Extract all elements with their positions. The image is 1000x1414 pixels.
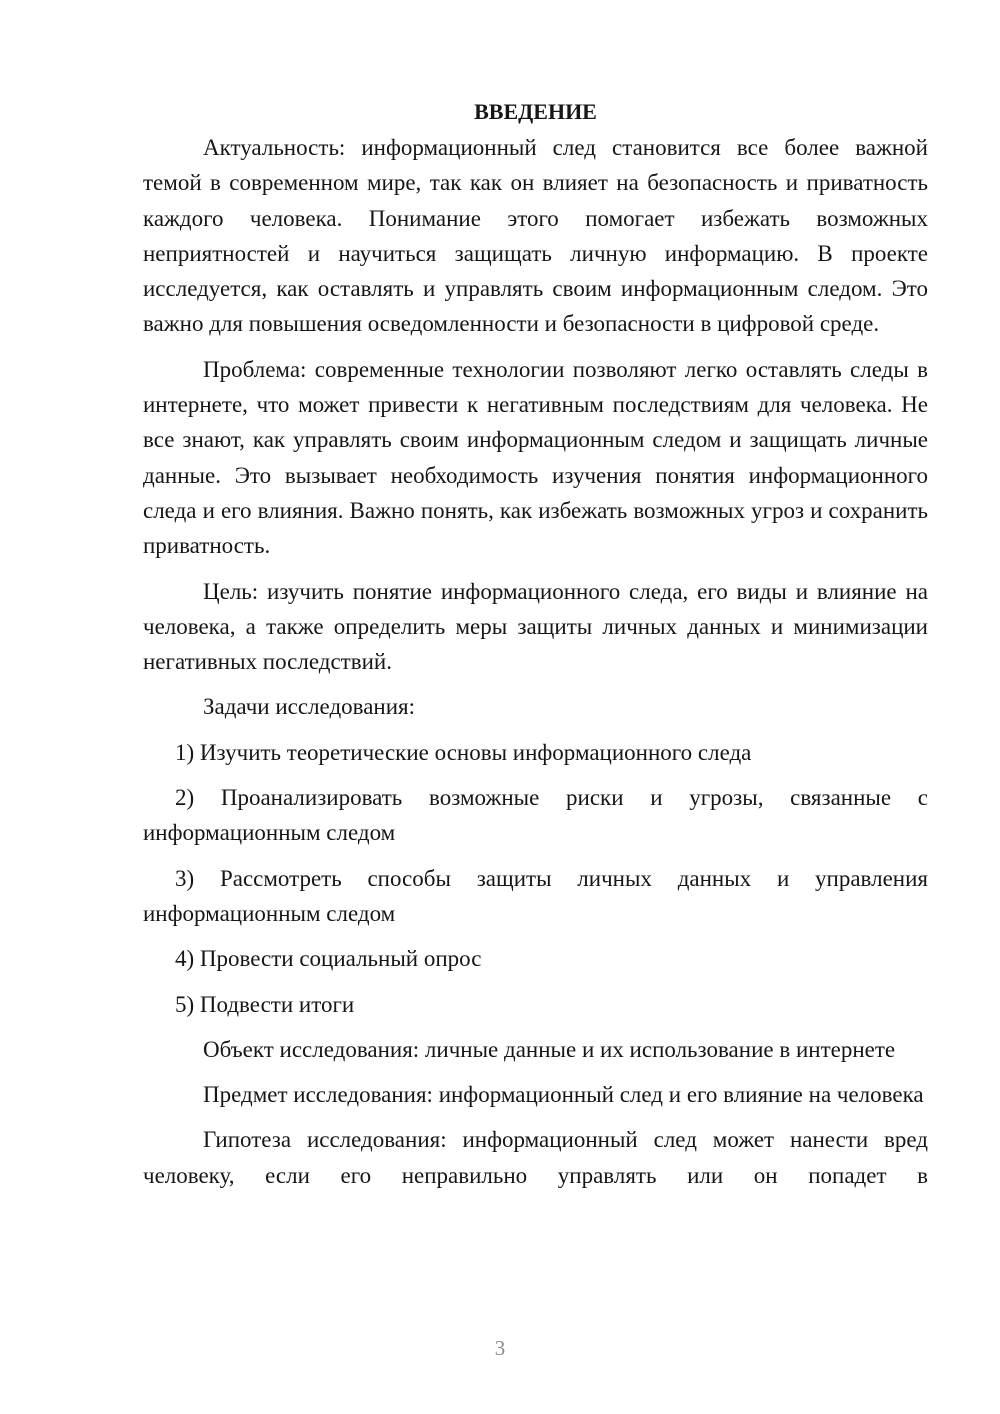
task-item: 3) Рассмотреть способы защиты личных данных и управления информационным следом: [143, 865, 928, 926]
problem-paragraph: Проблема: современные технологии позволяют легко оставлять следы в интернете, что может привести к негативным последствиям для человека. Не все знают, как управлять своим информационным следом и защищать личные данные. Это вызывает необходимость изучения понятия информационного следа и его влияния. Важно понять, как избежать возможных угроз и сохранить приватность.: [143, 356, 928, 559]
relevance-paragraph: Актуальность: информационный след становится все более важной темой в современном мире, так как он влияет на безопасность и приватность каждого человека. Понимание этого помогает избежать возможных неприятностей и научиться защищать личную информацию. В проекте исследуется, как оставлять и управлять своим информационным следом. Это важно для повышения осведомленности и безопасности в цифровой среде.: [143, 135, 928, 337]
section-heading: ВВЕДЕНИЕ: [474, 99, 597, 124]
task-item: 4) Провести социальный опрос: [175, 946, 482, 972]
goal-paragraph: Цель: изучить понятие информационного следа, его виды и влияние на человека, а также определить меры защиты личных данных и минимизации негативных последствий.: [143, 578, 928, 675]
page-number: 3: [494, 1336, 506, 1360]
object-paragraph: Объект исследования: личные данные и их использование в интернете: [203, 1036, 896, 1062]
task-item: 2) Проанализировать возможные риски и угрозы, связанные с информационным следом: [143, 785, 928, 846]
hypothesis-paragraph: Гипотеза исследования: информационный след может нанести вред человеку, если его неправильно управлять или он попадет в: [143, 1127, 928, 1188]
subject-paragraph: Предмет исследования: информационный след и его влияние на человека: [203, 1082, 924, 1108]
text-column: [143, 94, 928, 1203]
task-item: 1) Изучить теоретические основы информационного следа: [175, 739, 752, 765]
task-item: 5) Подвести итоги: [175, 991, 355, 1017]
tasks-heading: Задачи исследования:: [203, 694, 416, 720]
